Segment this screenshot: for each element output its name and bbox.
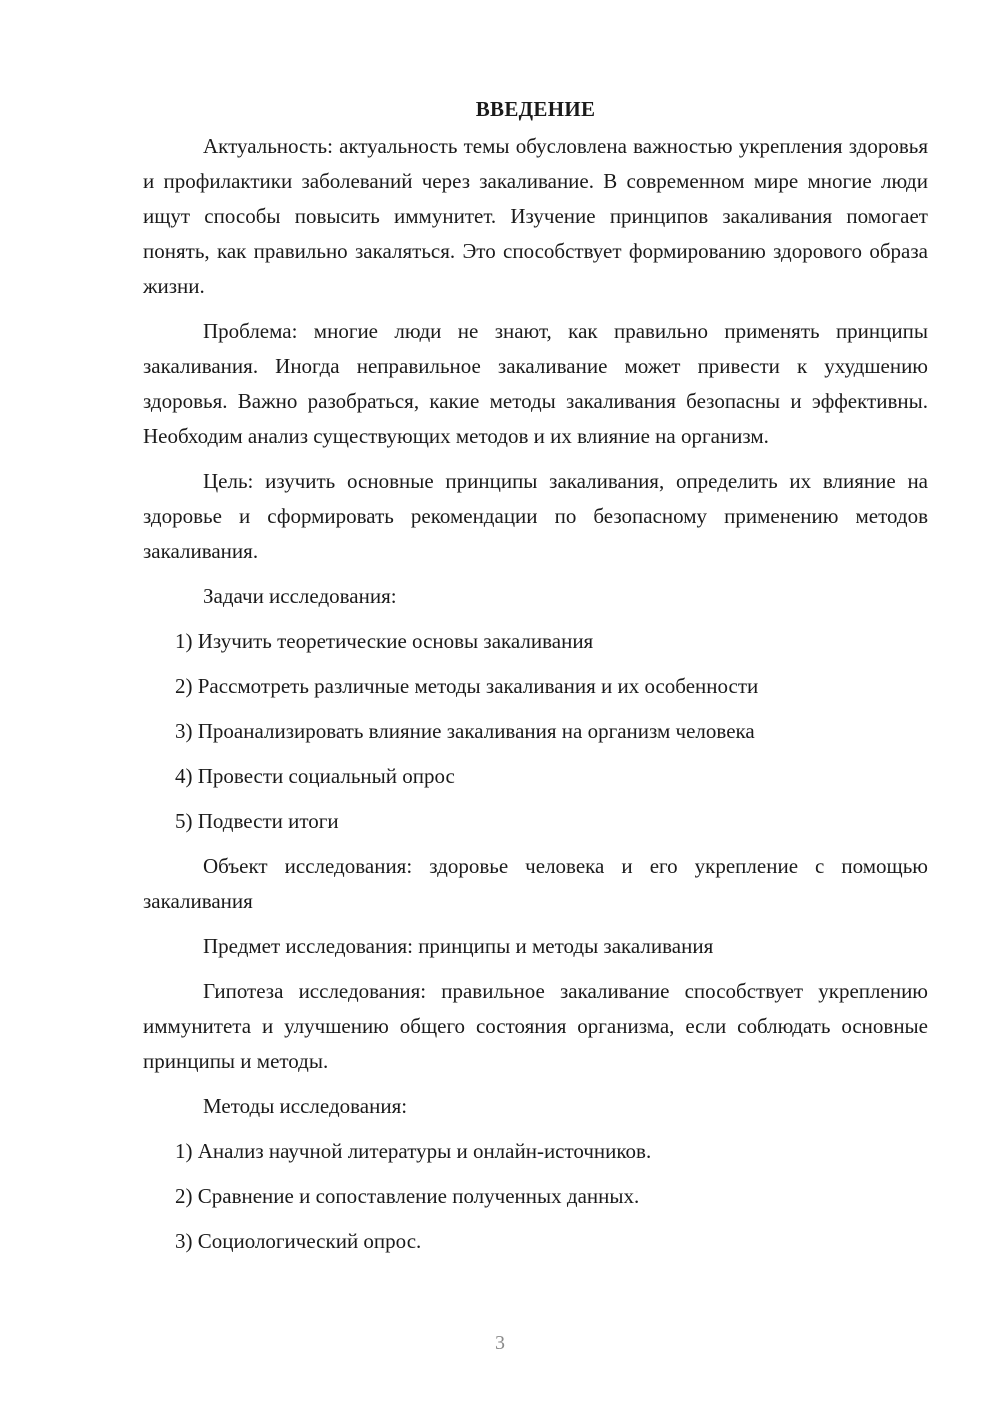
methods-label: Методы исследования: [203,1094,408,1118]
goal-paragraph: Цель: изучить основные принципы закаливания, определить их влияние на здоровье и сформировать рекомендации по безопасному применению методов закаливания. [143,469,928,563]
tasks-label: Задачи исследования: [203,584,397,608]
document-page [143,92,928,1269]
list-item: 1) Изучить теоретические основы закаливания [175,629,594,653]
subject-paragraph: Предмет исследования: принципы и методы закаливания [203,934,714,958]
list-item: 2) Сравнение и сопоставление полученных данных. [175,1184,640,1208]
list-item: 2) Рассмотреть различные методы закаливания и их особенности [175,674,759,698]
page-number: 3 [495,1332,505,1354]
tasks-list [143,624,928,839]
list-item: 5) Подвести итоги [175,809,339,833]
list-item: 4) Провести социальный опрос [175,764,455,788]
list-item: 3) Социологический опрос. [175,1229,422,1253]
list-item: 1) Анализ научной литературы и онлайн-источников. [175,1139,652,1163]
problem-paragraph: Проблема: многие люди не знают, как правильно применять принципы закаливания. Иногда неправильное закаливание может привести к ухудшению здоровья. Важно разобраться, какие методы закаливания безопасны и эффективны. Необходим анализ существующих методов и их влияние на организм. [143,319,928,448]
hypothesis-paragraph: Гипотеза исследования: правильное закаливание способствует укреплению иммунитета и улучшению общего состояния организма, если соблюдать основные принципы и методы. [143,979,928,1073]
section-title: ВВЕДЕНИЕ [475,97,596,121]
relevance-paragraph: Актуальность: актуальность темы обусловлена важностью укрепления здоровья и профилактики заболеваний через закаливание. В современном мире многие люди ищут способы повысить иммунитет. Изучение принципов закаливания помогает понять, как правильно закаляться. Это способствует формированию здорового образа жизни. [143,134,928,298]
object-paragraph: Объект исследования: здоровье человека и его укрепление с помощью закаливания [143,854,928,913]
methods-list [143,1134,928,1259]
list-item: 3) Проанализировать влияние закаливания на организм человека [175,719,755,743]
